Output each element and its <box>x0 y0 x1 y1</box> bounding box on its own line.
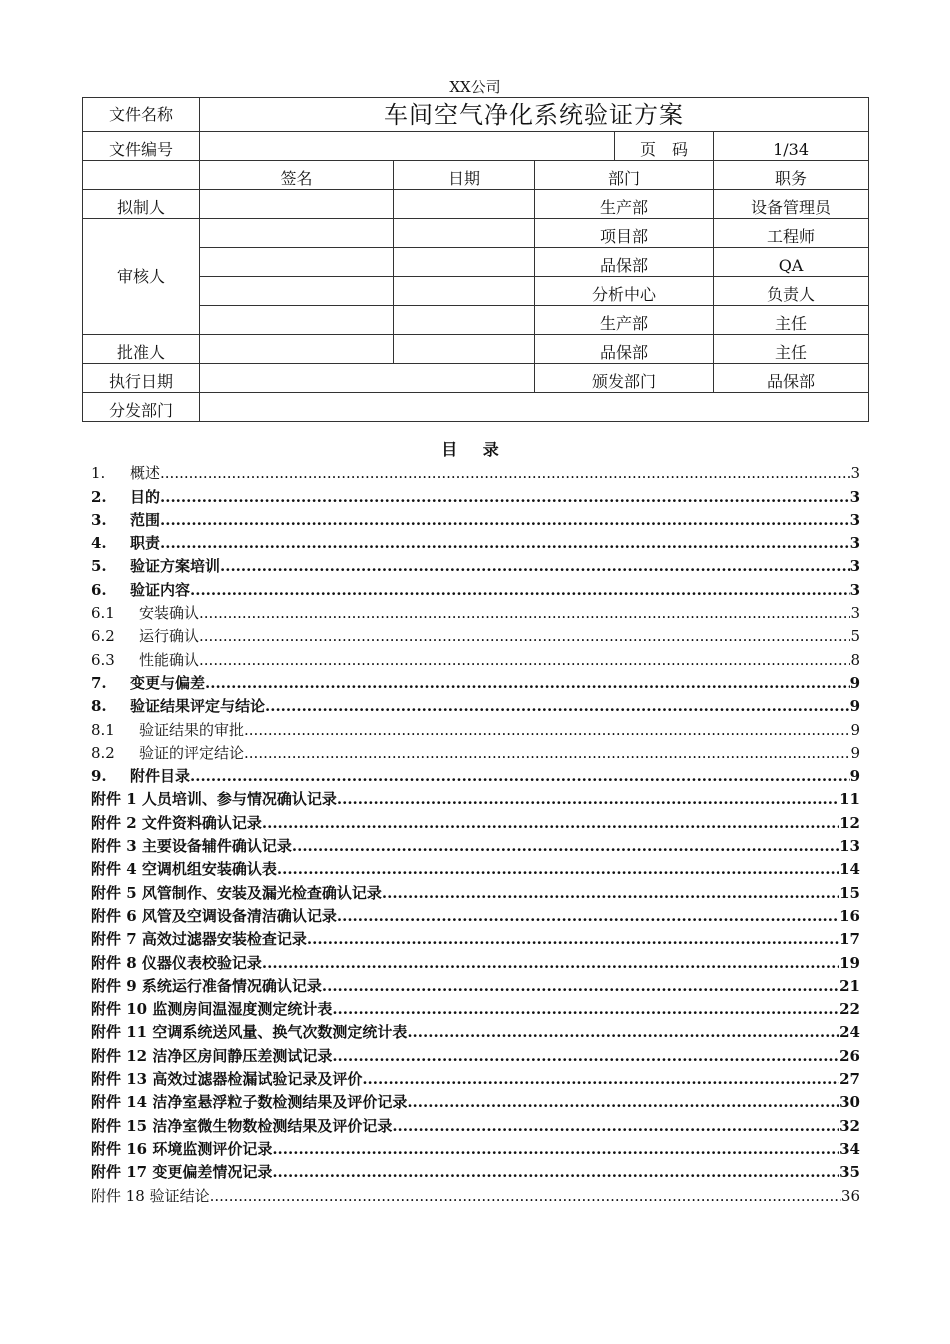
reviewer-sign <box>200 277 394 306</box>
toc-entry[interactable] <box>91 692 860 715</box>
toc-entry[interactable] <box>91 669 860 692</box>
toc-entry[interactable] <box>91 925 860 948</box>
table-of-contents <box>91 459 860 1205</box>
toc-entry-page: 11 <box>839 790 860 809</box>
toc-entry-page: 3 <box>849 510 860 529</box>
toc-entry[interactable] <box>91 459 860 482</box>
drafter-label: 拟制人 <box>83 190 200 219</box>
blank-cell <box>83 161 200 190</box>
toc-entry-number: 6.3 <box>91 650 115 669</box>
col-sign-header: 签名 <box>200 161 394 190</box>
toc-leader-dots <box>277 860 839 878</box>
file-name-label: 文件名称 <box>83 98 200 132</box>
toc-entry-number: 2. <box>91 487 107 506</box>
toc-entry-number: 8.2 <box>91 743 115 762</box>
reviewer-sign <box>200 219 394 248</box>
toc-entry[interactable] <box>91 599 860 622</box>
toc-entry[interactable] <box>91 1135 860 1158</box>
toc-entry[interactable] <box>91 506 860 529</box>
toc-entry-label: 验证方案培训 <box>130 557 221 576</box>
toc-leader-dots <box>190 581 850 599</box>
toc-leader-dots <box>332 1047 839 1065</box>
toc-entry-label: 附件 2 文件资料确认记录 <box>91 813 262 832</box>
toc-entry-page: 16 <box>839 906 860 925</box>
toc-entry-page: 9 <box>850 720 860 739</box>
toc-entry[interactable] <box>91 832 860 855</box>
toc-entry[interactable] <box>91 715 860 738</box>
reviewer-date <box>394 219 535 248</box>
toc-entry-label: 附件 11 空调系统送风量、换气次数测定统计表 <box>91 1023 408 1042</box>
toc-entry-number: 3. <box>91 510 107 529</box>
toc-leader-dots <box>199 651 850 669</box>
toc-entry-label: 附件 15 洁净室微生物数检测结果及评价记录 <box>91 1116 393 1135</box>
reviewer-dept: 分析中心 <box>535 277 714 306</box>
toc-entry-label: 附件 13 高效过滤器检漏试验记录及评价 <box>91 1070 363 1089</box>
toc-leader-dots <box>407 1023 839 1041</box>
reviewer-role: 工程师 <box>714 219 869 248</box>
toc-entry-label: 附件 12 洁净区房间静压差测试记录 <box>91 1046 333 1065</box>
reviewer-date <box>394 277 535 306</box>
toc-entry-page: 3 <box>849 534 860 553</box>
toc-entry[interactable] <box>91 739 860 762</box>
toc-entry[interactable] <box>91 785 860 808</box>
toc-entry[interactable] <box>91 1111 860 1134</box>
toc-entry-label: 验证内容 <box>130 580 191 599</box>
toc-entry[interactable] <box>91 482 860 505</box>
toc-leader-dots <box>160 534 850 552</box>
drafter-dept: 生产部 <box>535 190 714 219</box>
toc-entry-page: 19 <box>839 953 860 972</box>
toc-entry-number: 9. <box>91 767 107 786</box>
drafter-role: 设备管理员 <box>714 190 869 219</box>
reviewer-dept: 品保部 <box>535 248 714 277</box>
reviewer-sign <box>200 248 394 277</box>
toc-entry-page: 26 <box>839 1046 860 1065</box>
toc-entry-page: 5 <box>850 627 860 646</box>
toc-entry-label: 性能确认 <box>139 650 200 669</box>
approver-label: 批准人 <box>83 335 200 364</box>
toc-entry-number: 6.1 <box>91 604 115 623</box>
issue-dept-value: 品保部 <box>714 364 869 393</box>
toc-entry[interactable] <box>91 1181 860 1204</box>
toc-leader-dots <box>220 557 850 575</box>
toc-entry-label: 附件 5 风管制作、安装及漏光检查确认记录 <box>91 883 382 902</box>
toc-entry[interactable] <box>91 1088 860 1111</box>
toc-leader-dots <box>362 1070 839 1088</box>
toc-entry[interactable] <box>91 948 860 971</box>
toc-leader-dots <box>244 721 850 739</box>
toc-entry-page: 34 <box>839 1139 860 1158</box>
toc-entry-label: 范围 <box>130 510 161 529</box>
toc-leader-dots <box>190 767 850 785</box>
toc-entry[interactable] <box>91 1158 860 1181</box>
toc-entry[interactable] <box>91 645 860 668</box>
toc-entry-page: 13 <box>839 837 860 856</box>
col-dept-header: 部门 <box>535 161 714 190</box>
toc-entry-number: 8. <box>91 697 107 716</box>
approver-sign <box>200 335 394 364</box>
reviewer-dept: 生产部 <box>535 306 714 335</box>
toc-leader-dots <box>160 464 850 482</box>
toc-entry[interactable] <box>91 855 860 878</box>
toc-leader-dots <box>322 977 839 995</box>
toc-leader-dots <box>337 790 839 808</box>
toc-entry-page: 9 <box>850 743 860 762</box>
toc-entry-number: 5. <box>91 557 107 576</box>
toc-entry-page: 27 <box>839 1070 860 1089</box>
toc-entry-label: 安装确认 <box>139 604 200 623</box>
distribute-value <box>200 393 869 422</box>
drafter-date <box>394 190 535 219</box>
toc-entry-page: 17 <box>839 930 860 949</box>
toc-leader-dots <box>244 744 850 762</box>
toc-entry-number: 6. <box>91 580 107 599</box>
toc-leader-dots <box>210 1187 841 1205</box>
toc-entry-page: 8 <box>850 650 860 669</box>
col-date-header: 日期 <box>394 161 535 190</box>
page-label: 页 码 <box>615 132 714 161</box>
toc-entry-page: 32 <box>839 1116 860 1135</box>
toc-entry-label: 附件 17 变更偏差情况记录 <box>91 1163 273 1182</box>
toc-entry-page: 9 <box>849 697 860 716</box>
toc-entry-label: 附件 16 环境监测评价记录 <box>91 1139 273 1158</box>
toc-leader-dots <box>160 488 850 506</box>
file-no-value <box>200 132 615 161</box>
toc-leader-dots <box>382 884 839 902</box>
toc-entry-number: 1. <box>91 464 106 483</box>
toc-leader-dots <box>407 1093 839 1111</box>
col-role-header: 职务 <box>714 161 869 190</box>
toc-leader-dots <box>262 954 839 972</box>
toc-entry-label: 附件 10 监测房间温湿度测定统计表 <box>91 1000 333 1019</box>
approver-role: 主任 <box>714 335 869 364</box>
toc-leader-dots <box>262 814 839 832</box>
reviewer-role: 主任 <box>714 306 869 335</box>
toc-entry-number: 7. <box>91 673 107 692</box>
distribute-label: 分发部门 <box>83 393 200 422</box>
toc-entry[interactable] <box>91 1041 860 1064</box>
file-no-label: 文件编号 <box>83 132 200 161</box>
toc-entry[interactable] <box>91 1065 860 1088</box>
reviewer-role: QA <box>714 248 869 277</box>
toc-entry-page: 9 <box>849 673 860 692</box>
toc-entry[interactable] <box>91 972 860 995</box>
toc-leader-dots <box>199 627 850 645</box>
toc-entry-label: 附件 14 洁净室悬浮粒子数检测结果及评价记录 <box>91 1093 408 1112</box>
drafter-sign <box>200 190 394 219</box>
toc-leader-dots <box>292 837 839 855</box>
toc-entry-label: 目的 <box>130 487 161 506</box>
toc-entry[interactable] <box>91 995 860 1018</box>
reviewer-date <box>394 248 535 277</box>
issue-dept-label: 颁发部门 <box>535 364 714 393</box>
company-name: XX公司 <box>449 78 501 96</box>
toc-entry-page: 3 <box>849 487 860 506</box>
toc-entry-label: 附件目录 <box>130 767 191 786</box>
document-title: 车间空气净化系统验证方案 <box>200 98 869 132</box>
reviewer-label: 审核人 <box>83 219 200 335</box>
toc-entry-number: 4. <box>91 534 107 553</box>
toc-leader-dots <box>272 1163 839 1181</box>
reviewer-role: 负责人 <box>714 277 869 306</box>
toc-entry-label: 附件 8 仪器仪表校验记录 <box>91 953 262 972</box>
toc-entry-label: 附件 4 空调机组安装确认表 <box>91 860 277 879</box>
toc-entry-label: 附件 6 风管及空调设备清洁确认记录 <box>91 906 337 925</box>
reviewer-date <box>394 306 535 335</box>
toc-entry-label: 概述 <box>130 464 161 483</box>
exec-date-label: 执行日期 <box>83 364 200 393</box>
toc-leader-dots <box>265 697 850 715</box>
document-header-table <box>82 97 869 422</box>
toc-entry[interactable] <box>91 529 860 552</box>
toc-entry-label: 职责 <box>130 534 161 553</box>
toc-leader-dots <box>307 930 839 948</box>
toc-entry-page: 14 <box>839 860 860 879</box>
toc-entry-label: 变更与偏差 <box>130 673 206 692</box>
toc-entry-page: 3 <box>849 557 860 576</box>
toc-leader-dots <box>272 1140 839 1158</box>
toc-entry[interactable] <box>91 575 860 598</box>
toc-title: 目 录 <box>441 440 509 459</box>
toc-leader-dots <box>337 907 839 925</box>
toc-entry-page: 36 <box>840 1186 860 1205</box>
toc-leader-dots <box>160 511 850 529</box>
toc-entry[interactable] <box>91 902 860 925</box>
approver-date <box>394 335 535 364</box>
toc-entry-page: 21 <box>839 976 860 995</box>
toc-entry[interactable] <box>91 622 860 645</box>
toc-entry-label: 附件 18 验证结论 <box>91 1186 210 1205</box>
toc-entry[interactable] <box>91 808 860 831</box>
toc-entry-label: 运行确认 <box>139 627 200 646</box>
toc-entry-page: 35 <box>839 1163 860 1182</box>
toc-entry-label: 验证的评定结论 <box>139 743 245 762</box>
toc-leader-dots <box>205 674 850 692</box>
toc-entry[interactable] <box>91 552 860 575</box>
toc-entry-page: 15 <box>839 883 860 902</box>
approver-dept: 品保部 <box>535 335 714 364</box>
reviewer-dept: 项目部 <box>535 219 714 248</box>
toc-entry-page: 3 <box>850 464 860 483</box>
toc-entry-number: 8.1 <box>91 720 115 739</box>
toc-entry-page: 22 <box>839 1000 860 1019</box>
toc-entry[interactable] <box>91 878 860 901</box>
exec-date-value <box>200 364 535 393</box>
page-value: 1/34 <box>714 132 869 161</box>
toc-entry-label: 附件 1 人员培训、参与情况确认记录 <box>91 790 337 809</box>
toc-leader-dots <box>392 1117 839 1135</box>
toc-leader-dots <box>199 604 850 622</box>
toc-entry-label: 附件 7 高效过滤器安装检查记录 <box>91 930 307 949</box>
toc-entry[interactable] <box>91 1018 860 1041</box>
toc-entry-page: 3 <box>849 580 860 599</box>
toc-entry-label: 验证结果的审批 <box>139 720 245 739</box>
toc-leader-dots <box>332 1000 839 1018</box>
toc-entry-page: 3 <box>850 604 860 623</box>
toc-entry-label: 附件 3 主要设备辅件确认记录 <box>91 837 292 856</box>
toc-entry-page: 9 <box>849 767 860 786</box>
toc-entry-number: 6.2 <box>91 627 115 646</box>
toc-entry-label: 验证结果评定与结论 <box>130 697 266 716</box>
toc-entry-page: 30 <box>839 1093 860 1112</box>
reviewer-sign <box>200 306 394 335</box>
toc-entry-page: 24 <box>839 1023 860 1042</box>
toc-entry-page: 12 <box>839 813 860 832</box>
toc-entry[interactable] <box>91 762 860 785</box>
toc-entry-label: 附件 9 系统运行准备情况确认记录 <box>91 976 322 995</box>
